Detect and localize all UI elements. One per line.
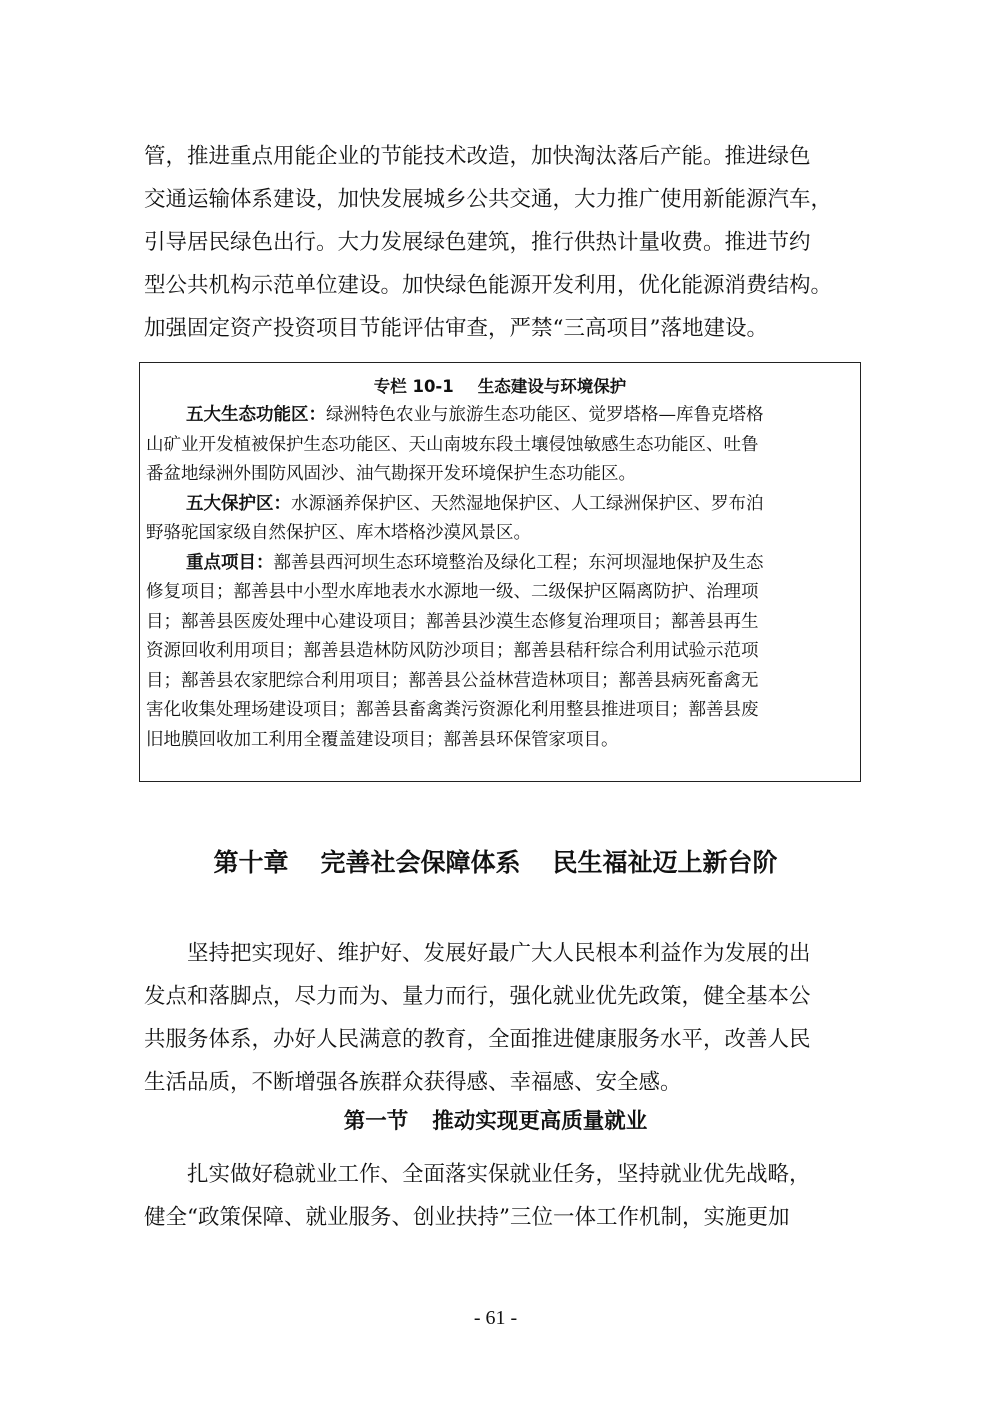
paragraph-line: 健全“政策保障、就业服务、创业扶持”三位一体工作机制，实施更加 <box>144 1205 790 1230</box>
section-title: 推动实现更高质量就业 <box>432 1109 648 1134</box>
box-item-line: 山矿业开发植被保护生态功能区、天山南坡东段土壤侵蚀敏感生态功能区、吐鲁 <box>146 434 759 455</box>
paragraph-line: 加强固定资产投资项目节能评估审查，严禁“三高项目”落地建设。 <box>144 316 768 341</box>
chapter-number: 第十章 <box>213 848 289 877</box>
section-paragraph <box>144 1153 864 1239</box>
box-item-text: 水源涵养保护区、天然湿地保护区、人工绿洲保护区、罗布泊 <box>291 493 764 514</box>
paragraph-line: 型公共机构示范单位建设。加快绿色能源开发利用，优化能源消费结构。 <box>144 273 833 298</box>
box-item-heading: 重点项目： <box>186 552 274 573</box>
box-item-text: 鄯善县西河坝生态环境整治及绿化工程；东河坝湿地保护及生态 <box>273 552 764 573</box>
paragraph-line: 扎实做好稳就业工作、全面落实保就业任务，坚持就业优先战略， <box>187 1162 811 1187</box>
page-number: - 61 - <box>473 1307 518 1329</box>
chapter-title-part2: 民生福祉迈上新台阶 <box>552 848 778 877</box>
intro-paragraph <box>144 135 864 350</box>
paragraph-line: 交通运输体系建设，加快发展城乡公共交通，大力推广使用新能源汽车， <box>144 187 833 212</box>
box-item-line: 修复项目；鄯善县中小型水库地表水水源地一级、二级保护区隔离防护、治理项 <box>146 582 759 602</box>
box-item-line: 野骆驼国家级自然保护区、库木塔格沙漠风景区。 <box>146 523 531 543</box>
box-item-line: 目；鄯善县医废处理中心建设项目；鄯善县沙漠生态修复治理项目；鄯善县再生 <box>146 611 759 632</box>
box-item-line: 番盆地绿洲外围防风固沙、油气勘探开发环境保护生态功能区。 <box>146 464 636 484</box>
box-item-line <box>146 490 858 520</box>
chapter-heading <box>0 843 991 879</box>
column-box-title <box>140 373 860 397</box>
column-box-body <box>146 401 858 755</box>
paragraph-line: 共服务体系，办好人民满意的教育，全面推进健康服务水平，改善人民 <box>144 1027 811 1052</box>
column-box-heading: 生态建设与环境保护 <box>477 377 627 396</box>
box-item-line: 害化收集处理场建设项目；鄯善县畜禽粪污资源化利用整县推进项目；鄯善县废 <box>146 700 759 720</box>
section-heading <box>0 1104 991 1135</box>
box-item-line <box>146 401 858 431</box>
column-box-label: 专栏 10-1 <box>373 377 454 396</box>
box-item-line: 资源回收利用项目；鄯善县造林防风防沙项目；鄯善县秸秆综合利用试验示范项 <box>146 641 759 661</box>
section-number: 第一节 <box>343 1109 409 1134</box>
column-box <box>139 362 861 782</box>
box-item-heading: 五大生态功能区： <box>186 405 326 425</box>
paragraph-line: 生活品质，不断增强各族群众获得感、幸福感、安全感。 <box>144 1070 682 1095</box>
chapter-title-part1: 完善社会保障体系 <box>320 848 521 877</box>
paragraph-line: 坚持把实现好、维护好、发展好最广大人民根本利益作为发展的出 <box>187 941 811 966</box>
box-item-heading: 五大保护区： <box>186 493 291 514</box>
chapter-paragraph <box>144 932 864 1104</box>
paragraph-line: 管，推进重点用能企业的节能技术改造，加快淘汰落后产能。推进绿色 <box>144 144 811 169</box>
paragraph-line: 引导居民绿色出行。大力发展绿色建筑，推行供热计量收费。推进节约 <box>144 230 811 255</box>
box-item-line <box>146 549 858 579</box>
box-item-line: 旧地膜回收加工利用全覆盖建设项目；鄯善县环保管家项目。 <box>146 729 619 750</box>
paragraph-line: 发点和落脚点，尽力而为、量力而行，强化就业优先政策，健全基本公 <box>144 984 811 1009</box>
box-item-text: 绿洲特色农业与旅游生态功能区、觉罗塔格—库鲁克塔格 <box>326 405 764 425</box>
box-item-line: 目；鄯善县农家肥综合利用项目；鄯善县公益林营造林项目；鄯善县病死畜禽无 <box>146 670 759 691</box>
